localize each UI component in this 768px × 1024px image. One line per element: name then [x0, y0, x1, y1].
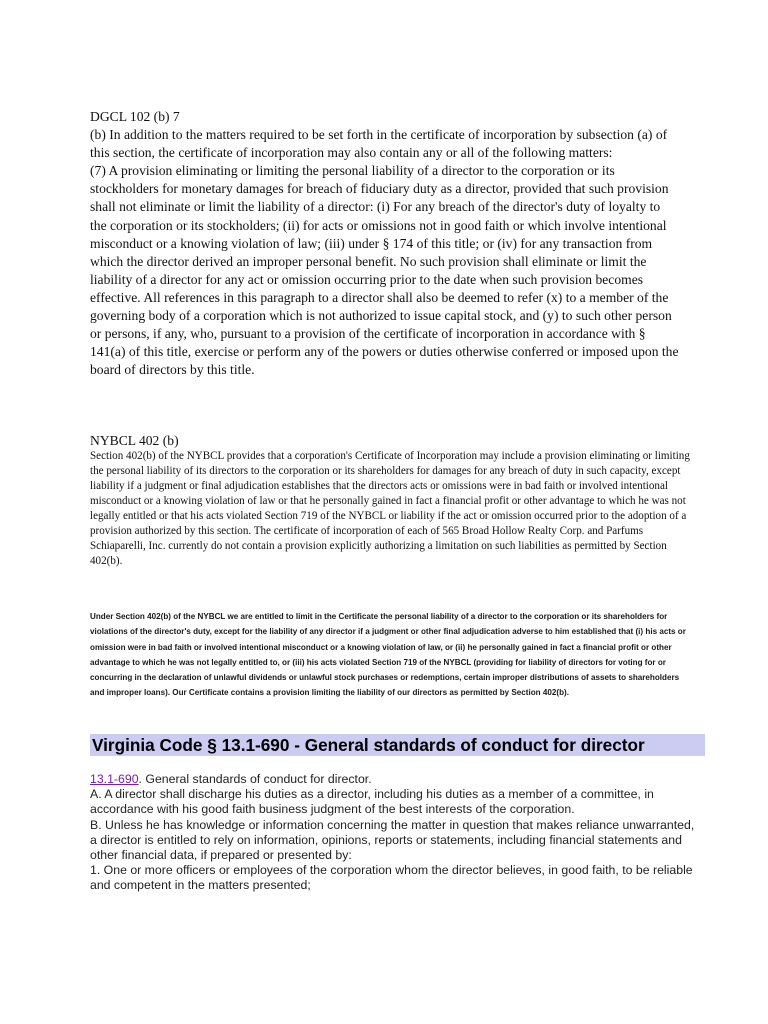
nybcl-heading: NYBCL 402 (b) — [90, 433, 179, 448]
dgcl-heading: DGCL 102 (b) 7 — [90, 109, 180, 124]
virginia-code-body — [90, 772, 700, 894]
nybcl-section — [90, 433, 690, 569]
statute-link[interactable]: 13.1-690 — [90, 772, 139, 786]
under-section-text: Under Section 402(b) of the NYBCL we are entitled to limit in the Certificate the personal liability of a director to the corporation or its shareholders for violations of the director's duty, except for the liability of any director if a judgment or other final adjudication adverse to him established that (i) his acts or omission were in bad faith or involved intentional misconduct or a knowing violation of law, or (ii) he personally gained in fact a financial profit or other advantage to which he was not legally entitled to, or (iii) his acts violated Section 719 of the NYBCL (providing for liability of directors for voting for or concurring in the declaration of unlawful dividends or unlawful stock purchases or redemptions, certain improper distributions of assets to shareholders and improper loans). Our Certificate contains a provision limiting the liability of our directors as permitted by Section 402(b). — [90, 612, 686, 698]
dgcl-section — [90, 108, 680, 379]
virginia-para-1: 1. One or more officers or employees of the corporation whom the director believes, in good faith, to be reliable and competent in the matters presented; — [90, 863, 693, 893]
virginia-para-b: B. Unless he has knowledge or information concerning the matter in question that makes reliance unwarranted, a director is entitled to rely on information, opinions, reports or statements, including financial statements and other financial data, if prepared or presented by: — [90, 817, 695, 863]
dgcl-item-7: (7) A provision eliminating or limiting the personal liability of a director to the corporation or its stockholders for monetary damages for breach of fiduciary duty as a director, provided that such provision shall not eliminate or limit the liability of a director: (i) For any breach of the director's duty of loyalty to the corporation or its stockholders; (ii) for acts or omissions not in good faith or which involve intentional misconduct or a knowing violation of law; (iii) under § 174 of this title; or (iv) for any transaction from which the director derived an improper personal benefit. No such provision shall eliminate or limit the liability of a director for any act or omission occurring prior to the date when such provision becomes effective. All references in this paragraph to a director shall also be deemed to refer (x) to a member of the governing body of a corporation which is not authorized to issue capital stock, and (y) to such other person or persons, if any, who, pursuant to a provision of the certificate of incorporation in accordance with § 141(a) of this title, exercise or perform any of the powers or duties otherwise conferred or imposed upon the board of directors by this title. — [90, 163, 679, 378]
virginia-title-text: . General standards of conduct for director. — [138, 772, 372, 786]
nybcl-body: Section 402(b) of the NYBCL provides that a corporation's Certificate of Incorporation may include a provision eliminating or limiting the personal liability of its directors to the corporation or its shareholders for damages for any breach of duty in such capacity, except liability if a judgment or final adjudication establishes that the directors acts or omissions were in bad faith or involved intentional misconduct or a knowing violation of law or that he personally gained in fact a financial profit or other advantage to which he was not legally entitled or that his acts violated Section 719 of the NYBCL or liability if the act or omission occurred prior to the adoption of a provision authorized by this section. The certificate of incorporation of each of 565 Broad Hollow Realty Corp. and Parfums Schiaparelli, Inc. currently do not contain a provision explicitly authorizing a limitation on such liabilities as permitted by Section 402(b). — [90, 450, 690, 568]
dgcl-intro: (b) In addition to the matters required to be set forth in the certificate of incorporation by subsection (a) of this section, the certificate of incorporation may also contain any or all of the following matters: — [90, 127, 668, 161]
virginia-code-heading: Virginia Code § 13.1-690 - General standards of conduct for director — [90, 734, 705, 756]
under-section-paragraph — [90, 609, 690, 701]
virginia-title-line — [90, 772, 700, 787]
virginia-para-a: A. A director shall discharge his duties as a director, including his duties as a member of a committee, in accordance with his good faith business judgment of the best interests of the corporation. — [90, 787, 654, 817]
